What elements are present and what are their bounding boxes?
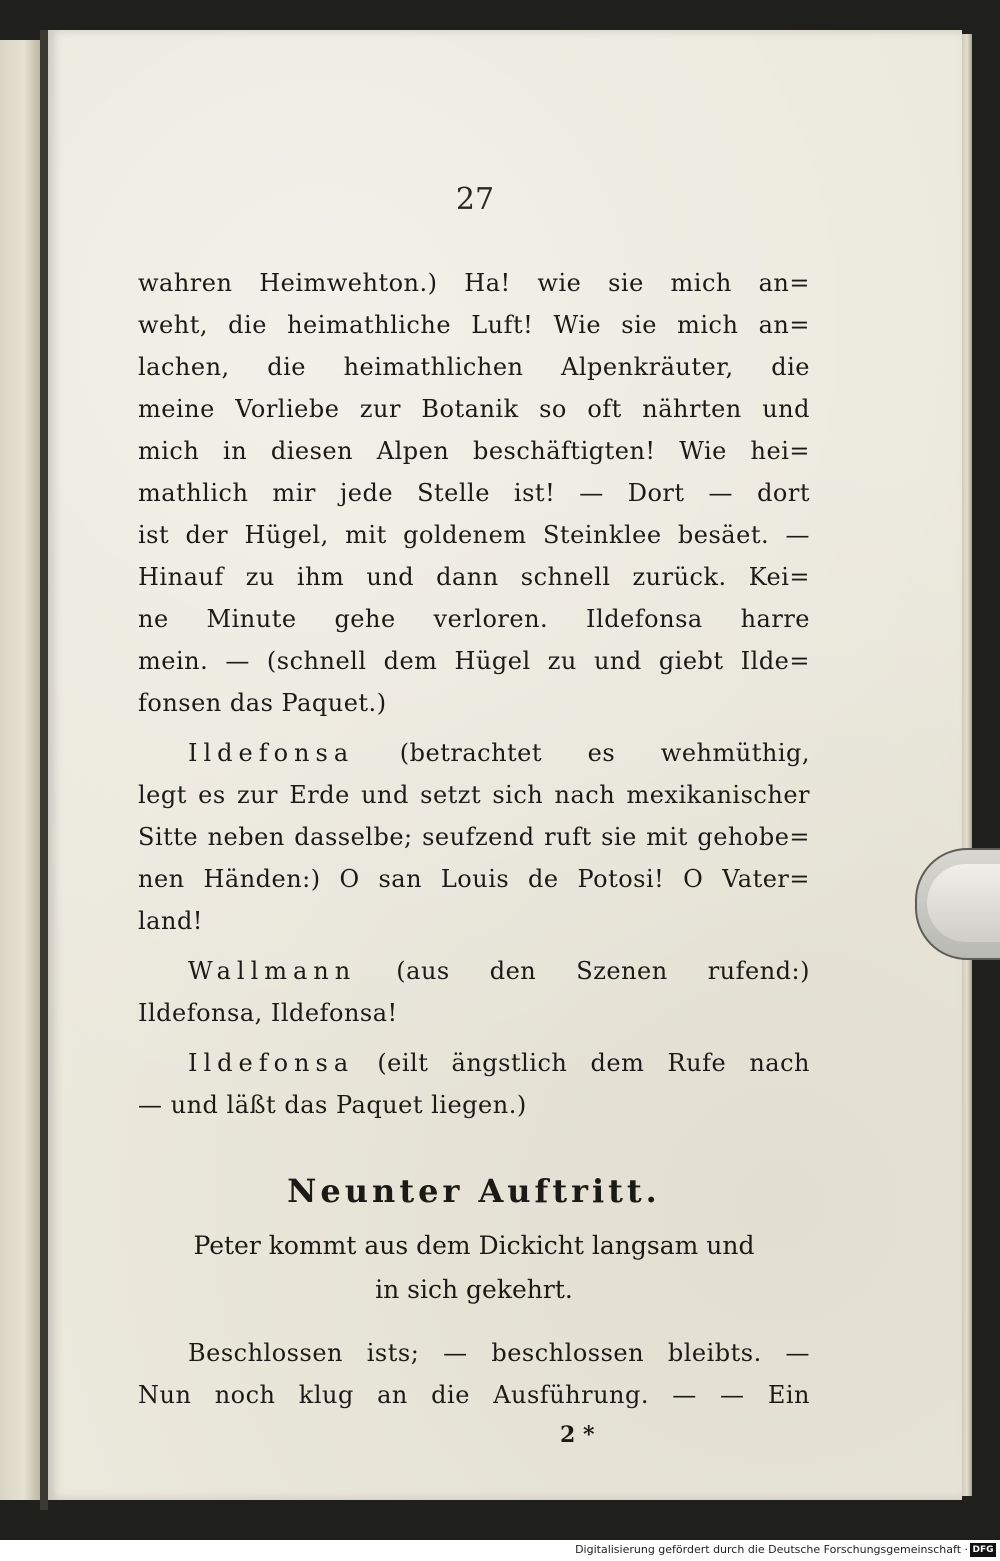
text-line: Hinauf zu ihm und dann schnell zurück. Kei= bbox=[138, 563, 810, 591]
text-line: lachen, die heimathlichen Alpenkräuter, die bbox=[138, 353, 810, 381]
text-line: fonsen das Paquet.) bbox=[138, 689, 387, 717]
page-clip-tab bbox=[915, 848, 1000, 960]
speaker-line bbox=[138, 950, 810, 992]
text-line: meine Vorliebe zur Botanik so oft nährten und bbox=[138, 395, 810, 423]
stage-direction-line: in sich gekehrt. bbox=[375, 1275, 573, 1304]
spacer bbox=[138, 1034, 810, 1042]
text-line: ne Minute gehe verloren. Ildefonsa harre bbox=[138, 605, 810, 633]
final-text bbox=[138, 1332, 810, 1416]
left-page-edge bbox=[0, 40, 42, 1500]
stage-direction-line: Peter kommt aus dem Dickicht langsam und bbox=[193, 1231, 755, 1260]
speaker-name: Ildefonsa bbox=[188, 1049, 355, 1077]
spacer bbox=[138, 724, 810, 732]
text-line: Beschlossen ists; — beschlossen bleibts. — bbox=[188, 1339, 810, 1367]
spacer bbox=[138, 942, 810, 950]
book-gutter bbox=[40, 30, 48, 1510]
text-line: mathlich mir jede Stelle ist! — Dort — dort bbox=[138, 479, 810, 507]
stage-direction bbox=[138, 1224, 810, 1312]
speaker-line bbox=[138, 732, 810, 774]
text-line: mich in diesen Alpen beschäftigten! Wie hei= bbox=[138, 437, 810, 465]
text-line: nen Händen:) O san Louis de Potosi! O Vater= bbox=[138, 865, 810, 893]
page-clip-tab-inner bbox=[927, 864, 1000, 942]
text-line: wahren Heimwehton.) Ha! wie sie mich an= bbox=[138, 269, 810, 297]
text-line: ist der Hügel, mit goldenem Steinklee besäet. — bbox=[138, 521, 810, 549]
body-text bbox=[138, 262, 810, 1126]
text-line: legt es zur Erde und setzt sich nach mexikanischer bbox=[138, 781, 810, 809]
text-line: — und läßt das Paquet liegen.) bbox=[138, 1091, 527, 1119]
scene-heading: Neunter Auftritt. bbox=[287, 1172, 661, 1210]
signature-mark: 2 * bbox=[560, 1422, 595, 1448]
stage-note: (betrachtet es wehmüthig, bbox=[399, 739, 810, 767]
footer-bar bbox=[0, 1540, 1000, 1561]
dfg-logo: DFG bbox=[970, 1543, 996, 1557]
right-page-edge bbox=[962, 34, 972, 1496]
stage-note: (eilt ängstlich dem Rufe nach bbox=[377, 1049, 810, 1077]
text-line: Nun noch klug an die Ausführung. — — Ein bbox=[138, 1381, 810, 1409]
text-line: land! bbox=[138, 907, 203, 935]
text-line: mein. — (schnell dem Hügel zu und giebt Ilde= bbox=[138, 647, 810, 675]
stage-note: (aus den Szenen rufend:) bbox=[396, 957, 810, 985]
page-number: 27 bbox=[455, 182, 495, 217]
footer-credit: Digitalisierung gefördert durch die Deutsche Forschungsgemeinschaft · bbox=[575, 1543, 968, 1556]
text-line: Sitte neben dasselbe; seufzend ruft sie mit gehobe= bbox=[138, 823, 810, 851]
text-line: Ildefonsa, Ildefonsa! bbox=[138, 999, 398, 1027]
speaker-name: Wallmann bbox=[188, 957, 357, 985]
speaker-name: Ildefonsa bbox=[188, 739, 355, 767]
text-line: weht, die heimathliche Luft! Wie sie mich an= bbox=[138, 311, 810, 339]
speaker-line bbox=[138, 1042, 810, 1084]
